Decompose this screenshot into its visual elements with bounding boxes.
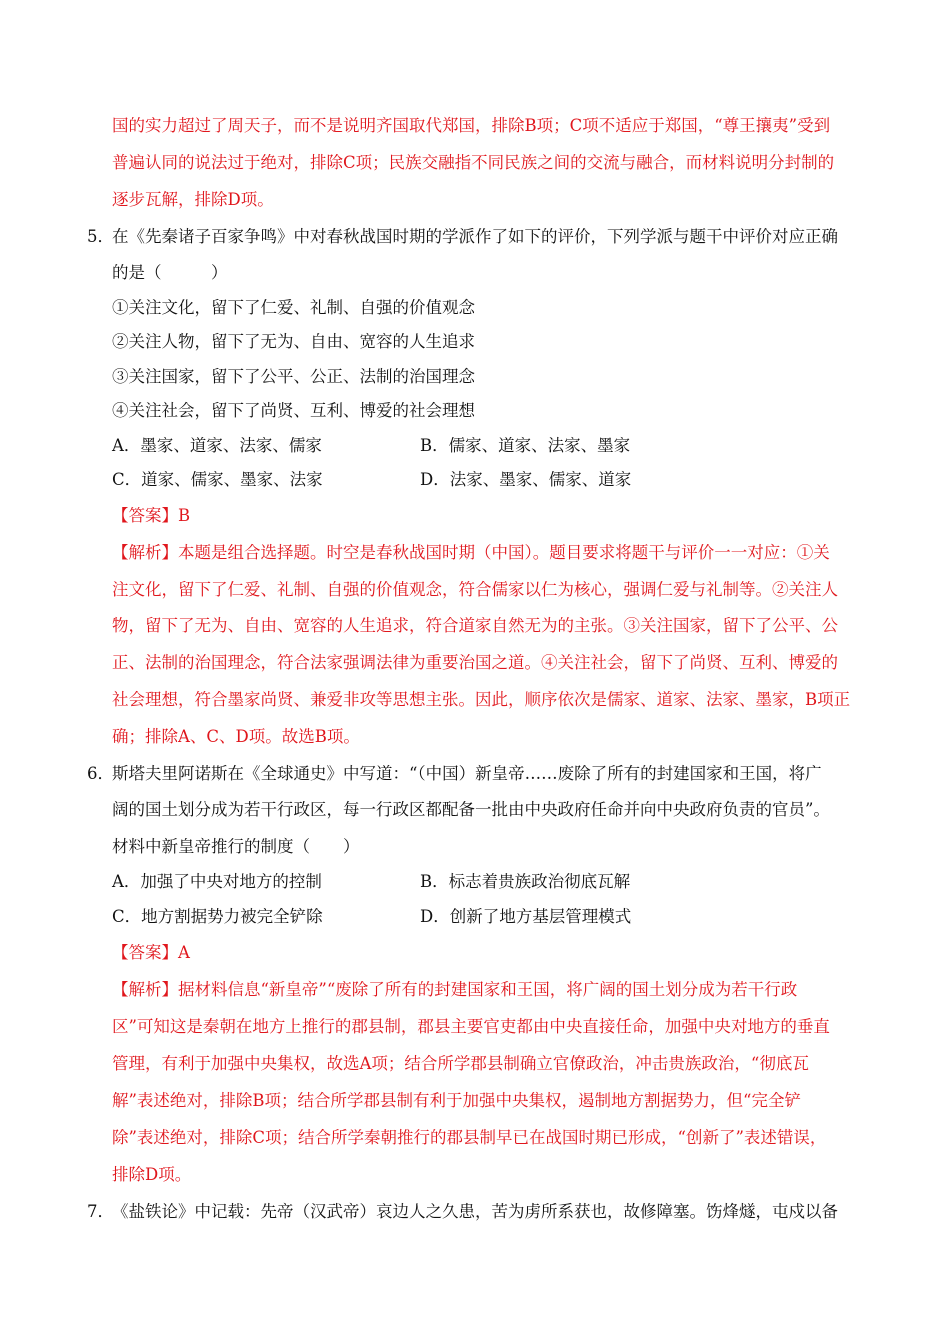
question-number: 6．	[87, 764, 114, 783]
statement-item: ①关注文化，留下了仁爱、礼制、自强的价值观念	[112, 298, 475, 317]
explanation-line: 【解析】本题是组合选择题。时空是春秋战国时期（中国）。题目要求将题干与评价一一对应：①关	[112, 543, 830, 562]
explanation-line: 物，留下了无为、自由、宽容的人生追求，符合道家自然无为的主张。③关注国家，留下了公平、公	[112, 616, 838, 635]
answer: 【答案】B	[112, 506, 191, 525]
question-stem: 材料中新皇帝推行的制度（ ）	[112, 837, 360, 856]
explanation-line: 社会理想，符合墨家尚贤、兼爱非攻等思想主张。因此，顺序依次是儒家、道家、法家、墨家，B项正	[112, 690, 851, 709]
explanation-line: 国的实力超过了周天子，而不是说明齐国取代郑国，排除B项；C项不适应于郑国，“尊王攘夷”受到	[112, 116, 831, 135]
question-stem: 《盐铁论》中记载：先帝（汉武帝）哀边人之久患，苦为虏所系获也，故修障塞。饬烽燧，屯戍以备	[112, 1202, 838, 1221]
question-stem: 斯塔夫里阿诺斯在《全球通史》中写道：“（中国）新皇帝……废除了所有的封建国家和王国，将广	[112, 764, 822, 783]
explanation-line: 正、法制的治国理念，符合法家强调法律为重要治国之道。④关注社会，留下了尚贤、互利、博爱的	[112, 653, 838, 672]
question-stem: 的是（ ）	[112, 263, 228, 282]
explanation-line: 普遍认同的说法过于绝对，排除C项；民族交融指不同民族之间的交流与融合，而材料说明分封制的	[112, 153, 835, 172]
option-a: A．墨家、道家、法家、儒家	[112, 436, 322, 455]
question-stem: 在《先秦诸子百家争鸣》中对春秋战国时期的学派作了如下的评价，下列学派与题干中评价对应正确	[112, 227, 838, 246]
explanation-line: 【解析】据材料信息“新皇帝”“废除了所有的封建国家和王国，将广阔的国土划分成为若干行政	[112, 980, 798, 999]
question-stem: 阔的国土划分成为若干行政区，每一行政区都配备一批由中央政府任命并向中央政府负责的官员”。	[112, 800, 830, 819]
option-d: D．创新了地方基层管理模式	[420, 907, 632, 926]
option-b: B．儒家、道家、法家、墨家	[420, 436, 631, 455]
option-a: A．加强了中央对地方的控制	[112, 872, 322, 891]
explanation-line: 逐步瓦解，排除D项。	[112, 190, 274, 209]
explanation-line: 解”表述绝对，排除B项；结合所学郡县制有利于加强中央集权，遏制地方割据势力，但“完全铲	[112, 1091, 801, 1110]
statement-item: ②关注人物，留下了无为、自由、宽容的人生追求	[112, 332, 475, 351]
option-b: B．标志着贵族政治彻底瓦解	[420, 872, 631, 891]
explanation-line: 除”表述绝对，排除C项；结合所学秦朝推行的郡县制早已在战国时期已形成，“创新了”表述错误，	[112, 1128, 827, 1147]
question-number: 5．	[87, 227, 114, 246]
explanation-line: 区”可知这是秦朝在地方上推行的郡县制，郡县主要官吏都由中央直接任命，加强中央对地方的垂直	[112, 1017, 830, 1036]
question-number: 7．	[87, 1202, 114, 1221]
answer: 【答案】A	[112, 943, 190, 962]
option-d: D．法家、墨家、儒家、道家	[420, 470, 632, 489]
option-c: C．地方割据势力被完全铲除	[112, 907, 323, 926]
explanation-line: 确；排除A、C、D项。故选B项。	[112, 727, 360, 746]
statement-item: ③关注国家，留下了公平、公正、法制的治国理念	[112, 367, 475, 386]
statement-item: ④关注社会，留下了尚贤、互利、博爱的社会理想	[112, 401, 475, 420]
explanation-line: 排除D项。	[112, 1165, 192, 1184]
explanation-line: 管理，有利于加强中央集权，故选A项；结合所学郡县制确立官僚政治，冲击贵族政治，“彻底瓦	[112, 1054, 809, 1073]
option-c: C．道家、儒家、墨家、法家	[112, 470, 323, 489]
explanation-line: 注文化，留下了仁爱、礼制、自强的价值观念，符合儒家以仁为核心，强调仁爱与礼制等。②关注人	[112, 580, 838, 599]
